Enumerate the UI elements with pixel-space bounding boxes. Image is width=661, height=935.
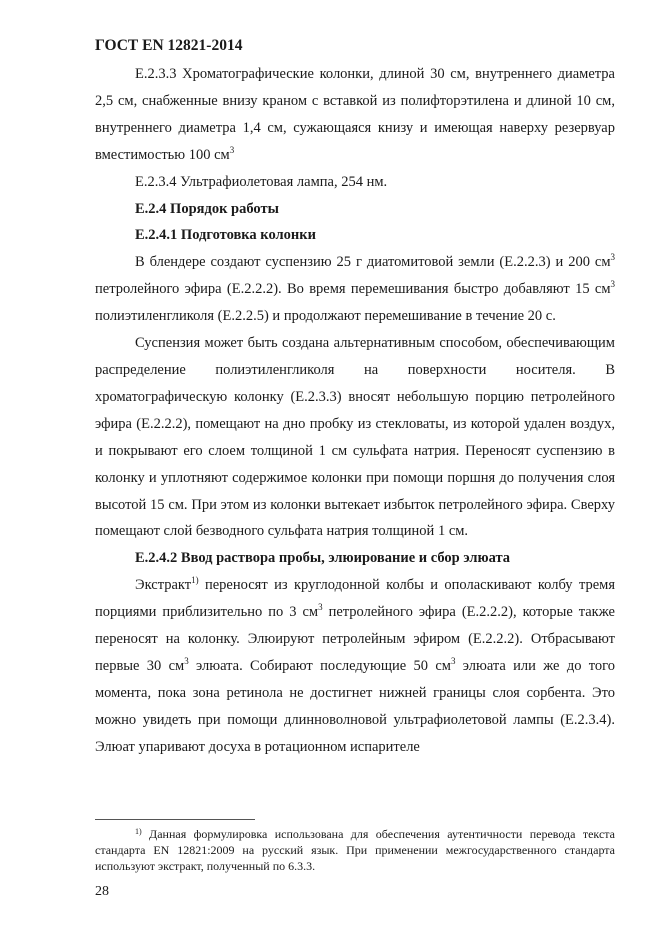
section-heading-e241: Е.2.4.1 Подготовка колонки [135, 227, 316, 244]
section-heading-e242: Е.2.4.2 Ввод раствора пробы, элюирование и сбор элюата [135, 550, 511, 567]
superscript: 3 [610, 252, 615, 263]
text-run: полиэтиленгликоля (Е.2.2.5) и продолжают перемешивание в течение 20 с. [95, 308, 556, 325]
document-body [95, 61, 615, 761]
paragraph-blender [95, 249, 615, 330]
paragraph-suspension: Суспензия может быть создана альтернативным способом, обеспечивающим распределение полиэтиленгликоля на поверхности носителя. В хроматографическую колонку (Е.2.3.3) вносят небольшую порцию петролейного эфира (Е.2.2.2), помещают на дно пробку из стекловаты, из которой удален воздух, и покрывают его слоем толщиной 1 см сульфата натрия. Переносят суспензию в колонку и уплотняют содержимое колонки при помощи поршня до получения слоя высотой 15 см. При этом из колонки вытекает избыток петролейного эфира. Сверху помещают слой безводного сульфата натрия толщиной 1 см. [95, 335, 615, 540]
paragraph-e234: Е.2.3.4 Ультрафиолетовая лампа, 254 нм. [135, 173, 388, 190]
text-run: элюата. Собирают последующие 50 см [188, 657, 451, 674]
footnote [95, 826, 615, 874]
paragraph-extract [95, 572, 615, 760]
footnote-text: Данная формулировка использована для обеспечения аутентичности перевода текста стандарта EN 12821:2009 на русский язык. При применении межгосударственного стандарта используют экстракт, полученный по 6.3.3. [95, 827, 615, 873]
paragraph-e233-text: Е.2.3.3 Хроматографические колонки, длиной 30 см, внутреннего диаметра 2,5 см, снабженные внизу краном с вставкой из полифторэтилена и длиной 10 см, внутреннего диаметра 1,4 см, сужающаяся книзу и имеющая наверху резервуар вместимостью 100 см [95, 66, 615, 163]
text-run: элюата или же до того момента, пока зона ретинола не достигнет нижней границы слоя сорбента. Это можно увидеть при помощи длинноволновой ультрафиолетовой лампы (Е.2.3.4). Элюат упаривают досуха в ротационном испарителе [95, 657, 616, 755]
superscript: 3 [229, 144, 235, 155]
page-number: 28 [95, 884, 109, 899]
text-run: Экстракт [135, 577, 192, 594]
superscript: 3 [450, 655, 456, 666]
footnote-divider [95, 819, 255, 820]
superscript: 3 [318, 602, 323, 613]
section-heading-e24: Е.2.4 Порядок работы [135, 200, 279, 217]
superscript: 3 [610, 279, 615, 290]
paragraph-e233 [95, 61, 615, 169]
footnote-mark: 1) [135, 827, 142, 836]
document-header: ГОСТ EN 12821-2014 [95, 37, 243, 54]
text-run: переносят из круглодонной колбы и ополаскивают колбу тремя порциями приблизительно по 3 см [95, 577, 615, 621]
text-run: петролейного эфира (Е.2.2.2), которые также переносят на колонку. Элюируют петролейным эфиром (Е.2.2.2). Отбрасывают первые 30 см [95, 604, 615, 674]
footnote-reference[interactable]: 1) [191, 575, 199, 586]
text-run: В блендере создают суспензию 25 г диатомитовой земли (Е.2.2.3) и 200 см [135, 254, 611, 271]
text-run: петролейного эфира (Е.2.2.2). Во время перемешивания быстро добавляют 15 см [95, 281, 611, 298]
superscript: 3 [184, 655, 189, 666]
